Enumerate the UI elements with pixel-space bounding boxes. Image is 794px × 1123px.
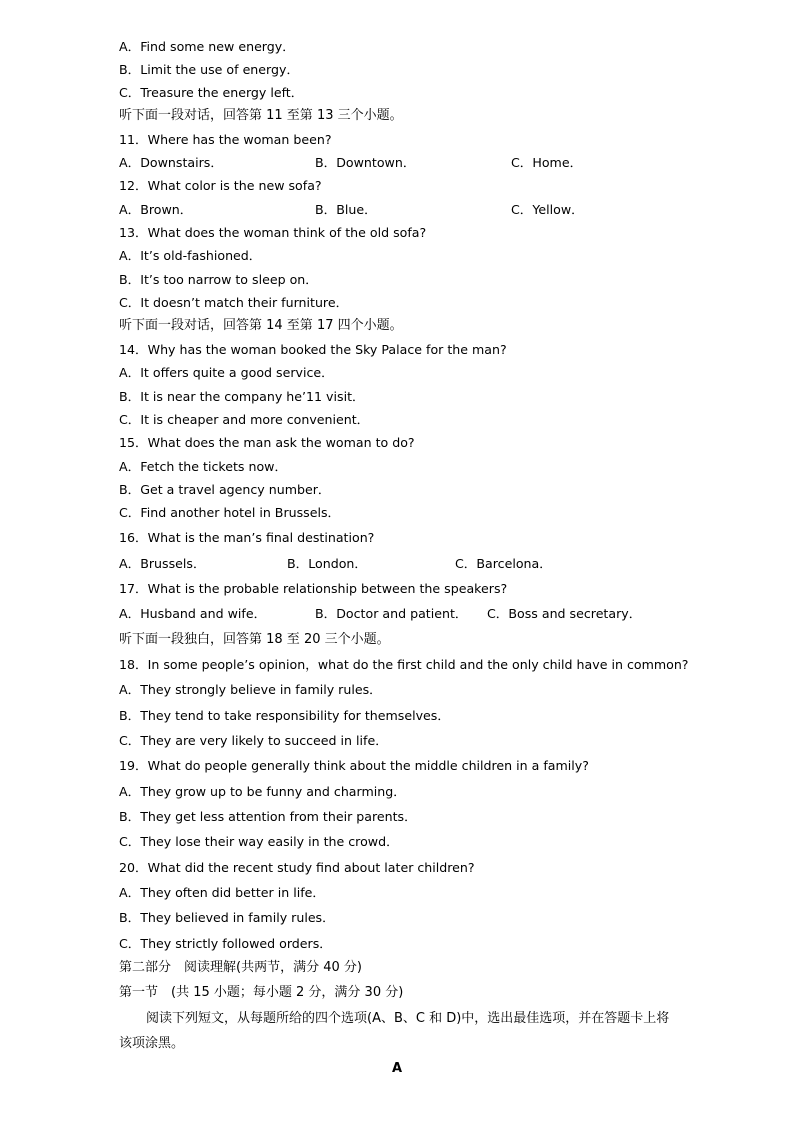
q12-option-a: A．Brown． (119, 202, 193, 217)
q18-question: 18．In some people’s opinion，what do the first child and the only child have in common? (119, 657, 689, 672)
instruction-14-17: 听下面一段对话，回答第 14 至第 17 四个小题。 (119, 318, 403, 333)
q20-option-b: B．They believed in family rules． (119, 910, 335, 925)
q11-option-c: C．Home． (511, 155, 583, 170)
reading-instruction-line2: 该项涂黑。 (119, 1036, 185, 1051)
q13-question: 13．What does the woman think of the old sofa? (119, 225, 427, 240)
q15-option-a: A．Fetch the tickets now． (119, 459, 288, 474)
q19-option-c: C．They lose their way easily in the crowd． (119, 834, 399, 849)
q17-option-a: A．Husband and wife． (119, 606, 267, 621)
q13-option-b: B．It’s too narrow to sleep on． (119, 272, 318, 287)
q11-question: 11．Where has the woman been? (119, 132, 332, 147)
q11-option-a: A．Downstairs． (119, 155, 223, 170)
q19-option-a: A．They grow up to be funny and charming． (119, 784, 406, 799)
instruction-11-13: 听下面一段对话，回答第 11 至第 13 三个小题。 (119, 108, 403, 123)
q20-option-a: A．They often did better in life． (119, 885, 325, 900)
q18-option-a: A．They strongly believe in family rules． (119, 682, 382, 697)
q17-option-c: C．Boss and secretary． (487, 606, 642, 621)
q19-question: 19．What do people generally think about the middle children in a family? (119, 758, 589, 773)
q16-option-a: A．Brussels． (119, 556, 206, 571)
instruction-18-20: 听下面一段独白，回答第 18 至 20 三个小题。 (119, 632, 390, 647)
q18-option-c: C．They are very likely to succeed in life． (119, 733, 388, 748)
q16-question: 16．What is the man’s final destination? (119, 530, 375, 545)
q15-option-b: B．Get a travel agency number． (119, 482, 331, 497)
q12-question: 12．What color is the new sofa? (119, 178, 322, 193)
q19-option-b: B．They get less attention from their parents． (119, 809, 417, 824)
q17-question: 17．What is the probable relationship between the speakers? (119, 581, 508, 596)
q13-option-a: A．It’s old-fashioned． (119, 248, 262, 263)
q17-option-b: B．Doctor and patient． (315, 606, 468, 621)
q18-option-b: B．They tend to take responsibility for themselves． (119, 708, 450, 723)
part2-title: 第二部分 阅读理解(共两节，满分 40 分) (119, 960, 362, 975)
q10-option-c: C．Treasure the energy left． (119, 85, 304, 100)
q13-option-c: C．It doesn’t match their furniture． (119, 295, 349, 310)
q15-question: 15．What does the man ask the woman to do? (119, 435, 415, 450)
q20-question: 20．What did the recent study find about later children? (119, 860, 475, 875)
q12-option-c: C．Yellow． (511, 202, 584, 217)
q14-option-c: C．It is cheaper and more convenient． (119, 412, 370, 427)
q10-option-a: A．Find some new energy． (119, 39, 295, 54)
q12-option-b: B．Blue． (315, 202, 377, 217)
reading-instruction-line1: 阅读下列短文，从每题所给的四个选项(A、B、C 和 D)中，选出最佳选项，并在答题卡上将 (146, 1011, 670, 1026)
q14-option-b: B．It is near the company he’11 visit． (119, 389, 365, 404)
q14-question: 14．Why has the woman booked the Sky Palace for the man? (119, 342, 507, 357)
q10-option-b: B．Limit the use of energy． (119, 62, 300, 77)
q11-option-b: B．Downtown． (315, 155, 416, 170)
q14-option-a: A．It offers quite a good service． (119, 365, 334, 380)
section1-title: 第一节 (共 15 小题；每小题 2 分，满分 30 分) (119, 985, 404, 1000)
q20-option-c: C．They strictly followed orders． (119, 936, 332, 951)
q16-option-b: B．London． (287, 556, 367, 571)
q15-option-c: C．Find another hotel in Brussels． (119, 505, 341, 520)
passage-label: A (391, 1061, 403, 1076)
q16-option-c: C．Barcelona． (455, 556, 552, 571)
